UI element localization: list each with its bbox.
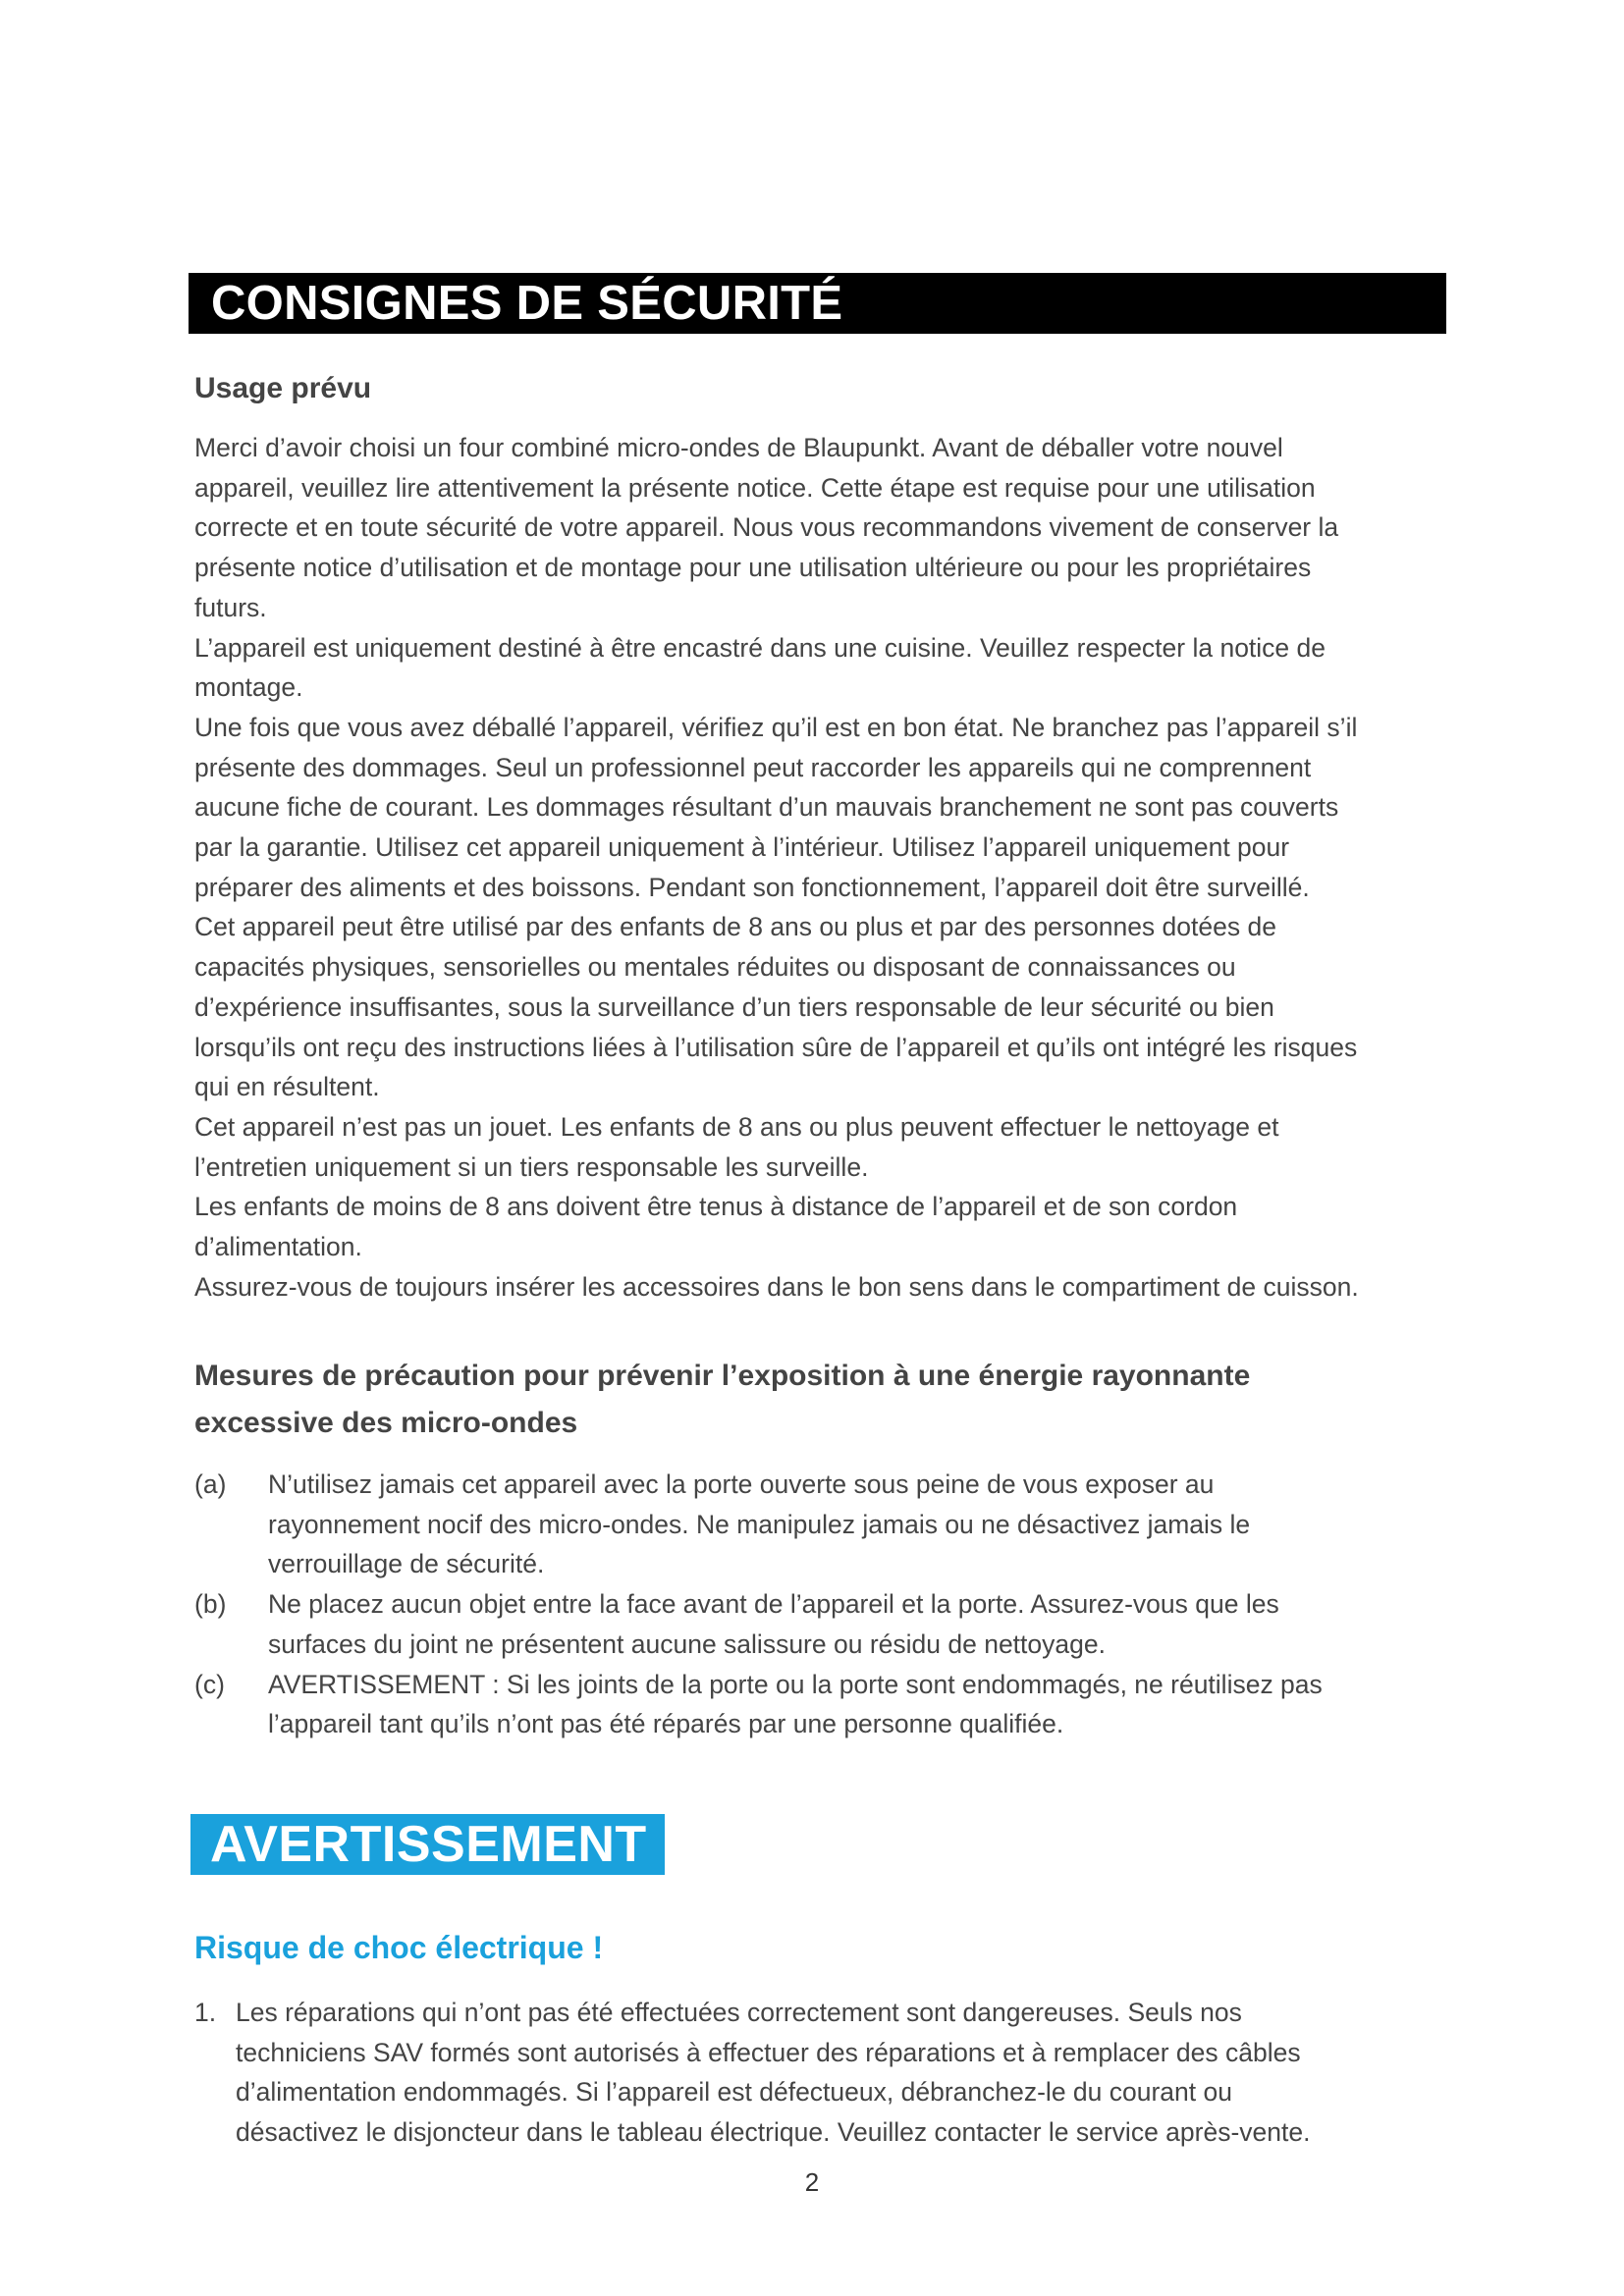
- list-item-label: (b): [194, 1589, 227, 1620]
- text-line: qui en résultent.: [194, 1072, 380, 1102]
- text-line: surfaces du joint ne présentent aucune salissure ou résidu de nettoyage.: [268, 1629, 1106, 1659]
- text-line: AVERTISSEMENT : Si les joints de la porte ou la porte sont endommagés, ne réutilisez pas: [268, 1669, 1323, 1699]
- usage-heading: Usage prévu: [194, 372, 372, 404]
- text-line: Ne placez aucun objet entre la face avant de l’appareil et la porte. Assurez-vous que les: [268, 1589, 1279, 1620]
- text-line: futurs.: [194, 592, 267, 622]
- text-line: l’appareil tant qu’ils n’ont pas été réparés par une personne qualifiée.: [268, 1709, 1064, 1739]
- text-line: Cet appareil n’est pas un jouet. Les enfants de 8 ans ou plus peuvent effectuer le nettoyage et: [194, 1111, 1279, 1142]
- text-line: montage.: [194, 672, 303, 703]
- text-line: Une fois que vous avez déballé l’appareil, vérifiez qu’il est en bon état. Ne branchez pas l’appareil s’il: [194, 712, 1358, 742]
- text-line: Merci d’avoir choisi un four combiné micro-ondes de Blaupunkt. Avant de déballer votre nouvel: [194, 433, 1283, 462]
- text-line: préparer des aliments et des boissons. Pendant son fonctionnement, l’appareil doit être surveillé.: [194, 872, 1310, 902]
- shock-heading: Risque de choc électrique !: [194, 1930, 604, 1965]
- usage-paragraph: [194, 428, 1471, 1307]
- text-line: L’appareil est uniquement destiné à être encastré dans une cuisine. Veuillez respecter la notice de: [194, 632, 1326, 663]
- text-line: aucune fiche de courant. Les dommages résultant d’un mauvais branchement ne sont pas couverts: [194, 792, 1339, 823]
- text-line: présente des dommages. Seul un professionnel peut raccorder les appareils qui ne comprennent: [194, 752, 1312, 782]
- text-line: lorsqu’ils ont reçu des instructions liées à l’utilisation sûre de l’appareil et qu’ils ont intégré les risques: [194, 1032, 1358, 1062]
- list-item: [194, 1665, 1471, 1744]
- text-line: correcte et en toute sécurité de votre appareil. Nous vous recommandons vivement de conserver la: [194, 512, 1339, 543]
- safety-banner-title: CONSIGNES DE SÉCURITÉ: [211, 277, 843, 330]
- text-line: techniciens SAV formés sont autorisés à effectuer des réparations et à remplacer des câbles: [236, 2037, 1301, 2067]
- text-line: capacités physiques, sensorielles ou mentales réduites ou disposant de connaissances ou: [194, 952, 1236, 983]
- list-item: [194, 1993, 1471, 2153]
- list-item-label: (a): [194, 1469, 227, 1499]
- measures-heading-line-1: Mesures de précaution pour prévenir l’exposition à une énergie rayonnante: [194, 1360, 1251, 1392]
- text-line: Assurez-vous de toujours insérer les accessoires dans le bon sens dans le compartiment de cuisson.: [194, 1271, 1359, 1302]
- warning-banner: [190, 1814, 665, 1875]
- text-line: d’alimentation endommagés. Si l’appareil est défectueux, débranchez-le du courant ou: [236, 2077, 1232, 2108]
- text-line: rayonnement nocif des micro-ondes. Ne manipulez jamais ou ne désactivez jamais le: [268, 1509, 1251, 1539]
- text-line: désactivez le disjoncteur dans le tableau électrique. Veuillez contacter le service après-vente.: [236, 2117, 1311, 2148]
- shock-list: [194, 1993, 1471, 2153]
- text-line: verrouillage de sécurité.: [268, 1549, 545, 1579]
- safety-banner: [189, 273, 1446, 334]
- text-line: d’alimentation.: [194, 1232, 362, 1262]
- list-item-label: 1.: [194, 1998, 217, 2027]
- text-line: N’utilisez jamais cet appareil avec la porte ouverte sous peine de vous exposer au: [268, 1469, 1215, 1499]
- page-number: 2: [804, 2167, 820, 2197]
- text-line: Les réparations qui n’ont pas été effectuées correctement sont dangereuses. Seuls nos: [236, 1998, 1242, 2027]
- list-item-label: (c): [194, 1669, 225, 1699]
- measures-list: [194, 1465, 1471, 1744]
- list-item: [194, 1584, 1471, 1664]
- list-item: [194, 1465, 1471, 1584]
- measures-heading-line-2: excessive des micro-ondes: [194, 1407, 578, 1439]
- warning-banner-title: AVERTISSEMENT: [210, 1816, 647, 1873]
- text-line: d’expérience insuffisantes, sous la surveillance d’un tiers responsable de leur sécurité ou bien: [194, 991, 1274, 1022]
- text-line: Cet appareil peut être utilisé par des enfants de 8 ans ou plus et par des personnes dotées de: [194, 912, 1276, 942]
- text-line: Les enfants de moins de 8 ans doivent être tenus à distance de l’appareil et de son cordon: [194, 1192, 1238, 1222]
- text-line: par la garantie. Utilisez cet appareil uniquement à l’intérieur. Utilisez l’appareil uniquement pour: [194, 832, 1290, 863]
- text-line: présente notice d’utilisation et de montage pour une utilisation ultérieure ou pour les propriétaires: [194, 553, 1312, 583]
- text-line: l’entretien uniquement si un tiers responsable les surveille.: [194, 1151, 869, 1182]
- text-line: appareil, veuillez lire attentivement la présente notice. Cette étape est requise pour une utilisation: [194, 472, 1316, 503]
